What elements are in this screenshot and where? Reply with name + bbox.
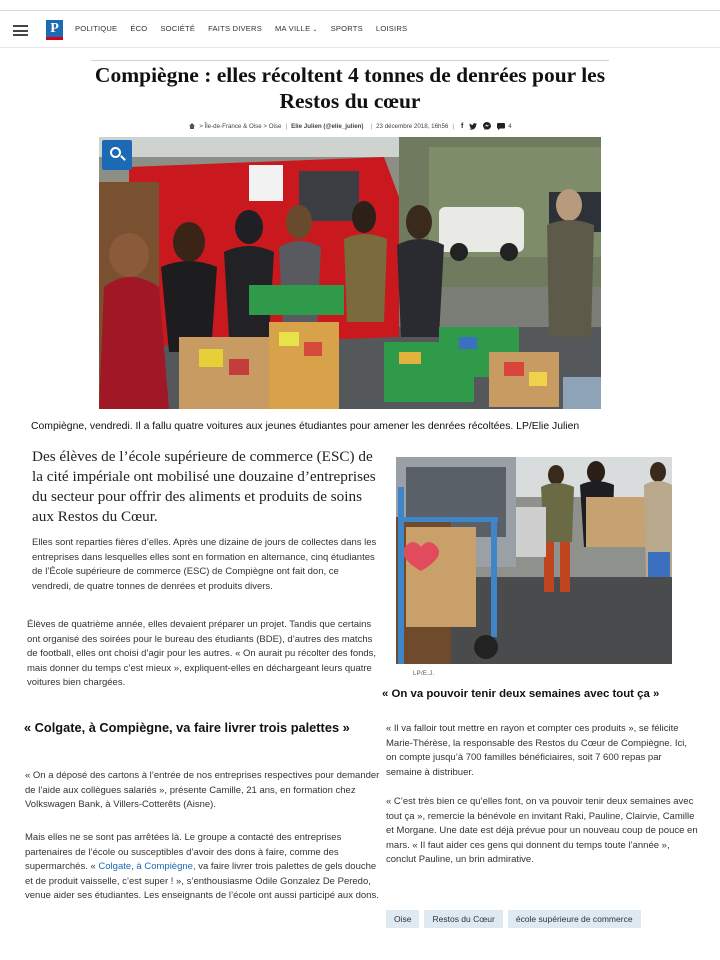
secondary-photo[interactable] (396, 457, 672, 664)
home-icon[interactable] (188, 123, 196, 130)
article-paragraph: « On a déposé des cartons à l’entrée de nos entreprises respectives pour demander de l’aide aux collègues salariés », présente Camille, 21 ans, en formation chez Volkswagen Bank, à Villers-Cotterêts (Aisne). (25, 770, 380, 811)
nav-item-politique[interactable]: POLITIQUE (75, 24, 118, 33)
section-menu (75, 24, 420, 33)
section-heading-colgate: « Colgate, à Compiègne, va faire livrer trois palettes » (24, 720, 350, 735)
magnifier-handle (120, 155, 126, 161)
zoom-photo-button[interactable] (102, 140, 132, 170)
chevron-down-icon: ⌄ (312, 27, 318, 33)
nav-item-faits-divers[interactable]: FAITS DIVERS (208, 24, 262, 33)
article-paragraph: « C’est très bien ce qu’elles font, on va pouvoir tenir deux semaines avec tout ça », remercie la bénévole en invitant Raki, Pauline, Clairvie, Camille et Morgane. Une date est déjà prévue pour un nouveau coup de pouce en mars. « Il faut aider ces gens qui donnent du temps toute l’année », conclut Pauline, un brin admirative. (386, 796, 698, 866)
meta-separator: | (285, 122, 288, 130)
title-divider (91, 60, 609, 61)
le-parisien-logo[interactable]: P (46, 20, 63, 40)
messenger-icon[interactable] (483, 122, 491, 130)
tag-restos-du-coeur[interactable]: Restos du Cœur (424, 910, 502, 928)
article-title: Compiègne : elles récoltent 4 tonnes de denrées pour les Restos du cœur (94, 63, 606, 113)
breadcrumb-separator: > (199, 122, 205, 130)
tag-ecole-superieure-de-commerce[interactable]: école supérieure de commerce (508, 910, 641, 928)
article-paragraph: Elles sont reparties fières d’elles. Après une dizaine de jours de collectes dans les entreprises dans lesquelles elles sont en formation en alternance, cinq étudiantes de l’École supérieure de commerce (ESC) de Compiègne ont fait don, ce vendredi, de quatre tonnes de denrées et produits divers. (32, 537, 377, 592)
nav-item-loisirs[interactable]: LOISIRS (375, 24, 408, 33)
comment-icon[interactable] (497, 123, 505, 130)
nav-item-ma-ville-label: MA VILLE (275, 24, 311, 33)
colgate-link[interactable]: Colgate, à Compiègne, (98, 861, 196, 873)
photo-volunteers-unloading (99, 137, 601, 409)
article-paragraph: Élèves de quatrième année, elles devaient préparer un projet. Tandis que certains ont organisé des soirées pour le bureau des étudiants (BDE), d’autres des matchs de football, elles ont choisi d’agir pour les autres. « On aurait pu récolter des fonds, mais donner du temps c’est mieux », expliquent-elles en déchargeant leurs quatre voitures bien chargées. (27, 619, 377, 689)
breadcrumb-separator: > (261, 122, 269, 130)
author-name[interactable]: Elie Julien (@elie_julien) (291, 122, 364, 130)
meta-separator: | (452, 122, 454, 130)
secondary-photo-caption: LP/E.J. (413, 671, 435, 677)
top-navigation-bar (0, 10, 720, 48)
section-heading-deux-semaines: « On va pouvoir tenir deux semaines avec tout ça » (382, 688, 660, 700)
main-photo-caption: Compiègne, vendredi. Il a fallu quatre voitures aux jeunes étudiantes pour amener les denrées récoltées. LP/Elie Julien (31, 421, 580, 432)
article-paragraph (25, 831, 380, 904)
meta-separator: | (370, 122, 373, 130)
twitter-icon[interactable] (469, 123, 477, 130)
tag-oise[interactable]: Oise (386, 910, 419, 928)
breadcrumb-department[interactable]: Oise (268, 122, 282, 130)
article-tags (386, 910, 646, 928)
article-main-photo[interactable] (99, 137, 601, 409)
article-lead: Des élèves de l’école supérieure de commerce (ESC) de la cité impériale ont mobilisé une douzaine d’entreprises du secteur pour offrir des aliments et produits de soins aux Restos du Cœur. (32, 448, 376, 525)
article-meta (90, 122, 610, 130)
publish-date: 23 décembre 2018, 16h56 (376, 122, 449, 130)
paragraph-text: va faire livrer trois palettes de gels douche et de produit vaisselle, c’est super ! », s’enthousiasme Odile Gonzalez De Peredo, venue aider ses étudiantes. Les enseignants de l’école ont aussi participé aux dons. (25, 861, 379, 902)
facebook-icon[interactable]: f (460, 122, 464, 130)
article-paragraph: « Il va falloir tout mettre en rayon et compter ces produits », se félicite Marie-Thérèse, la responsable des Restos du Cœur de Compiègne. Ici, on compte jusqu’à 700 familles bénéficiaires, soit 7 600 repas par semaine à distribuer. (386, 723, 687, 778)
nav-item-societe[interactable]: SOCIÉTÉ (160, 24, 196, 33)
nav-item-sports[interactable]: SPORTS (330, 24, 363, 33)
breadcrumb-region[interactable]: Île-de-France & Oise (204, 122, 262, 130)
paragraph-text: Mais elles ne se sont pas arrêtées là. Le groupe a contacté des entreprises partenaires de l’école ou susceptibles d’avoir des dons à faire, comme des supermarchés. « (25, 832, 342, 873)
nav-item-eco[interactable]: ÉCO (130, 24, 148, 33)
hamburger-menu-icon[interactable] (13, 25, 28, 36)
comment-count[interactable]: 4 (508, 122, 512, 130)
photo-students-carrying-boxes (396, 457, 672, 664)
nav-item-ma-ville[interactable] (275, 24, 318, 33)
